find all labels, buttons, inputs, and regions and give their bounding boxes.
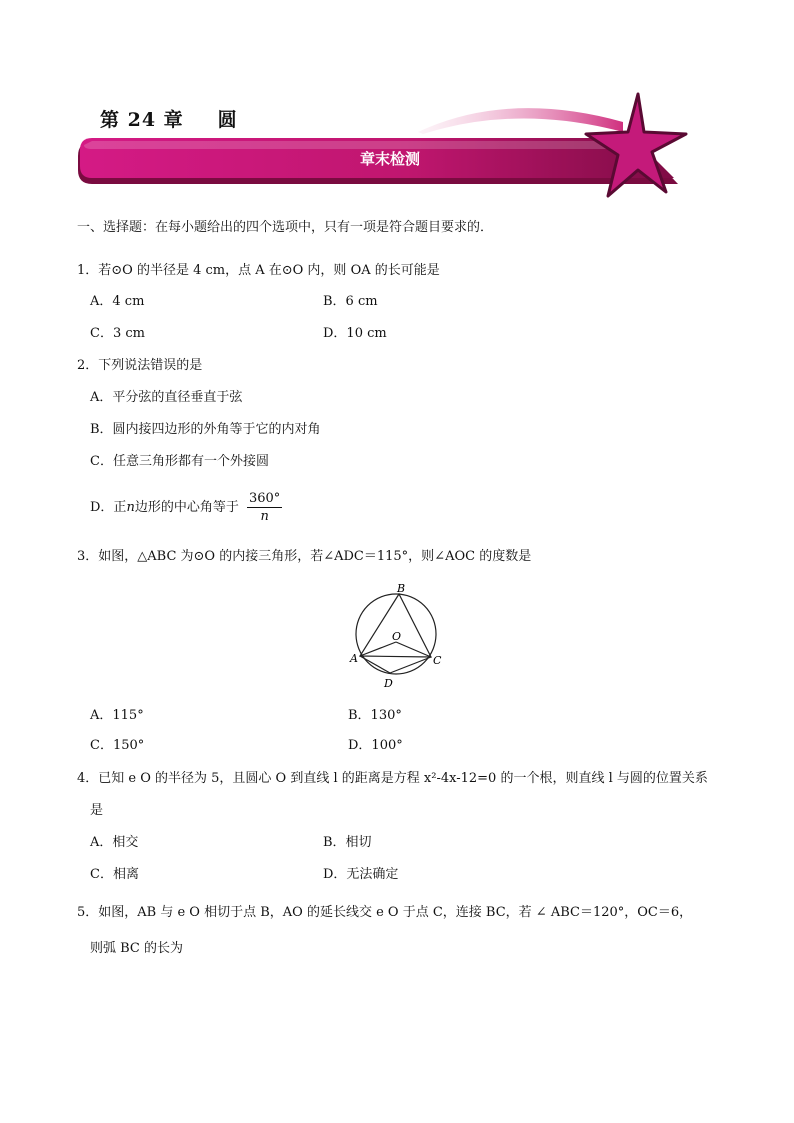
q4-option-b: B．相切 (323, 835, 372, 850)
segment-dc (390, 657, 431, 673)
q1-option-d: D．10 cm (323, 326, 387, 341)
q4-stem: 4．已知 e O 的半径为 5，且圆心 O 到直线 l 的距离是方程 x²-4x-12=0 的一个根，则直线 l 与圆的位置关系 (77, 771, 708, 786)
q4-stem-continued: 是 (90, 803, 104, 818)
q3-option-a: A．115° (90, 708, 144, 723)
q2-option-c: C．任意三角形都有一个外接圆 (90, 454, 269, 469)
label-d: D (384, 677, 393, 690)
q3-circle-figure (342, 578, 448, 690)
section-heading: 一、选择题：在每小题给出的四个选项中，只有一项是符合题目要求的． (77, 220, 494, 235)
q4-option-a: A．相交 (90, 835, 139, 850)
q1-option-b: B．6 cm (323, 294, 378, 309)
q2-option-a: A．平分弦的直径垂直于弦 (90, 390, 243, 405)
q1-stem: 1．若⊙O 的半径是 4 cm，点 A 在⊙O 内，则 OA 的长可能是 (77, 263, 440, 278)
segment-oc (396, 642, 431, 657)
q2-option-b: B．圆内接四边形的外角等于它的内对角 (90, 422, 321, 437)
q3-option-c: C．150° (90, 738, 145, 753)
banner-label: 章末检测 (360, 150, 421, 168)
q2-stem: 2．下列说法错误的是 (77, 358, 203, 373)
q4-option-c: C．相离 (90, 867, 139, 882)
segment-ad (360, 656, 390, 673)
q5-stem: 5．如图，AB 与 e O 相切于点 B，AO 的延长线交 e O 于点 C，连接 BC，若 ∠ ABC＝120°，OC＝6， (77, 905, 693, 920)
q3-stem: 3．如图，△ABC 为⊙O 的内接三角形，若∠ADC＝115°，则∠AOC 的度数是 (77, 549, 532, 564)
q5-stem-continued: 则弧 BC 的长为 (90, 941, 184, 956)
fraction-360-over-n: $\frac{360^\circ}{n}$ (248, 491, 281, 524)
q1-option-c: C．3 cm (90, 326, 145, 341)
q2-option-d: D．正n边形的中心角等于 $\frac{360^\circ}{n}$ (90, 491, 281, 524)
label-b: B (397, 582, 406, 595)
q3-option-b: B．130° (348, 708, 402, 723)
chapter-title: 第 24 章 圆 (100, 109, 238, 131)
q4-option-d: D．无法确定 (323, 867, 399, 882)
label-a: A (350, 652, 358, 665)
label-c: C (433, 654, 442, 667)
label-o: O (392, 630, 402, 643)
swoosh-decoration (418, 108, 623, 134)
q3-option-d: D．100° (348, 738, 403, 753)
q1-option-a: A．4 cm (90, 294, 145, 309)
segment-ao (360, 642, 396, 656)
